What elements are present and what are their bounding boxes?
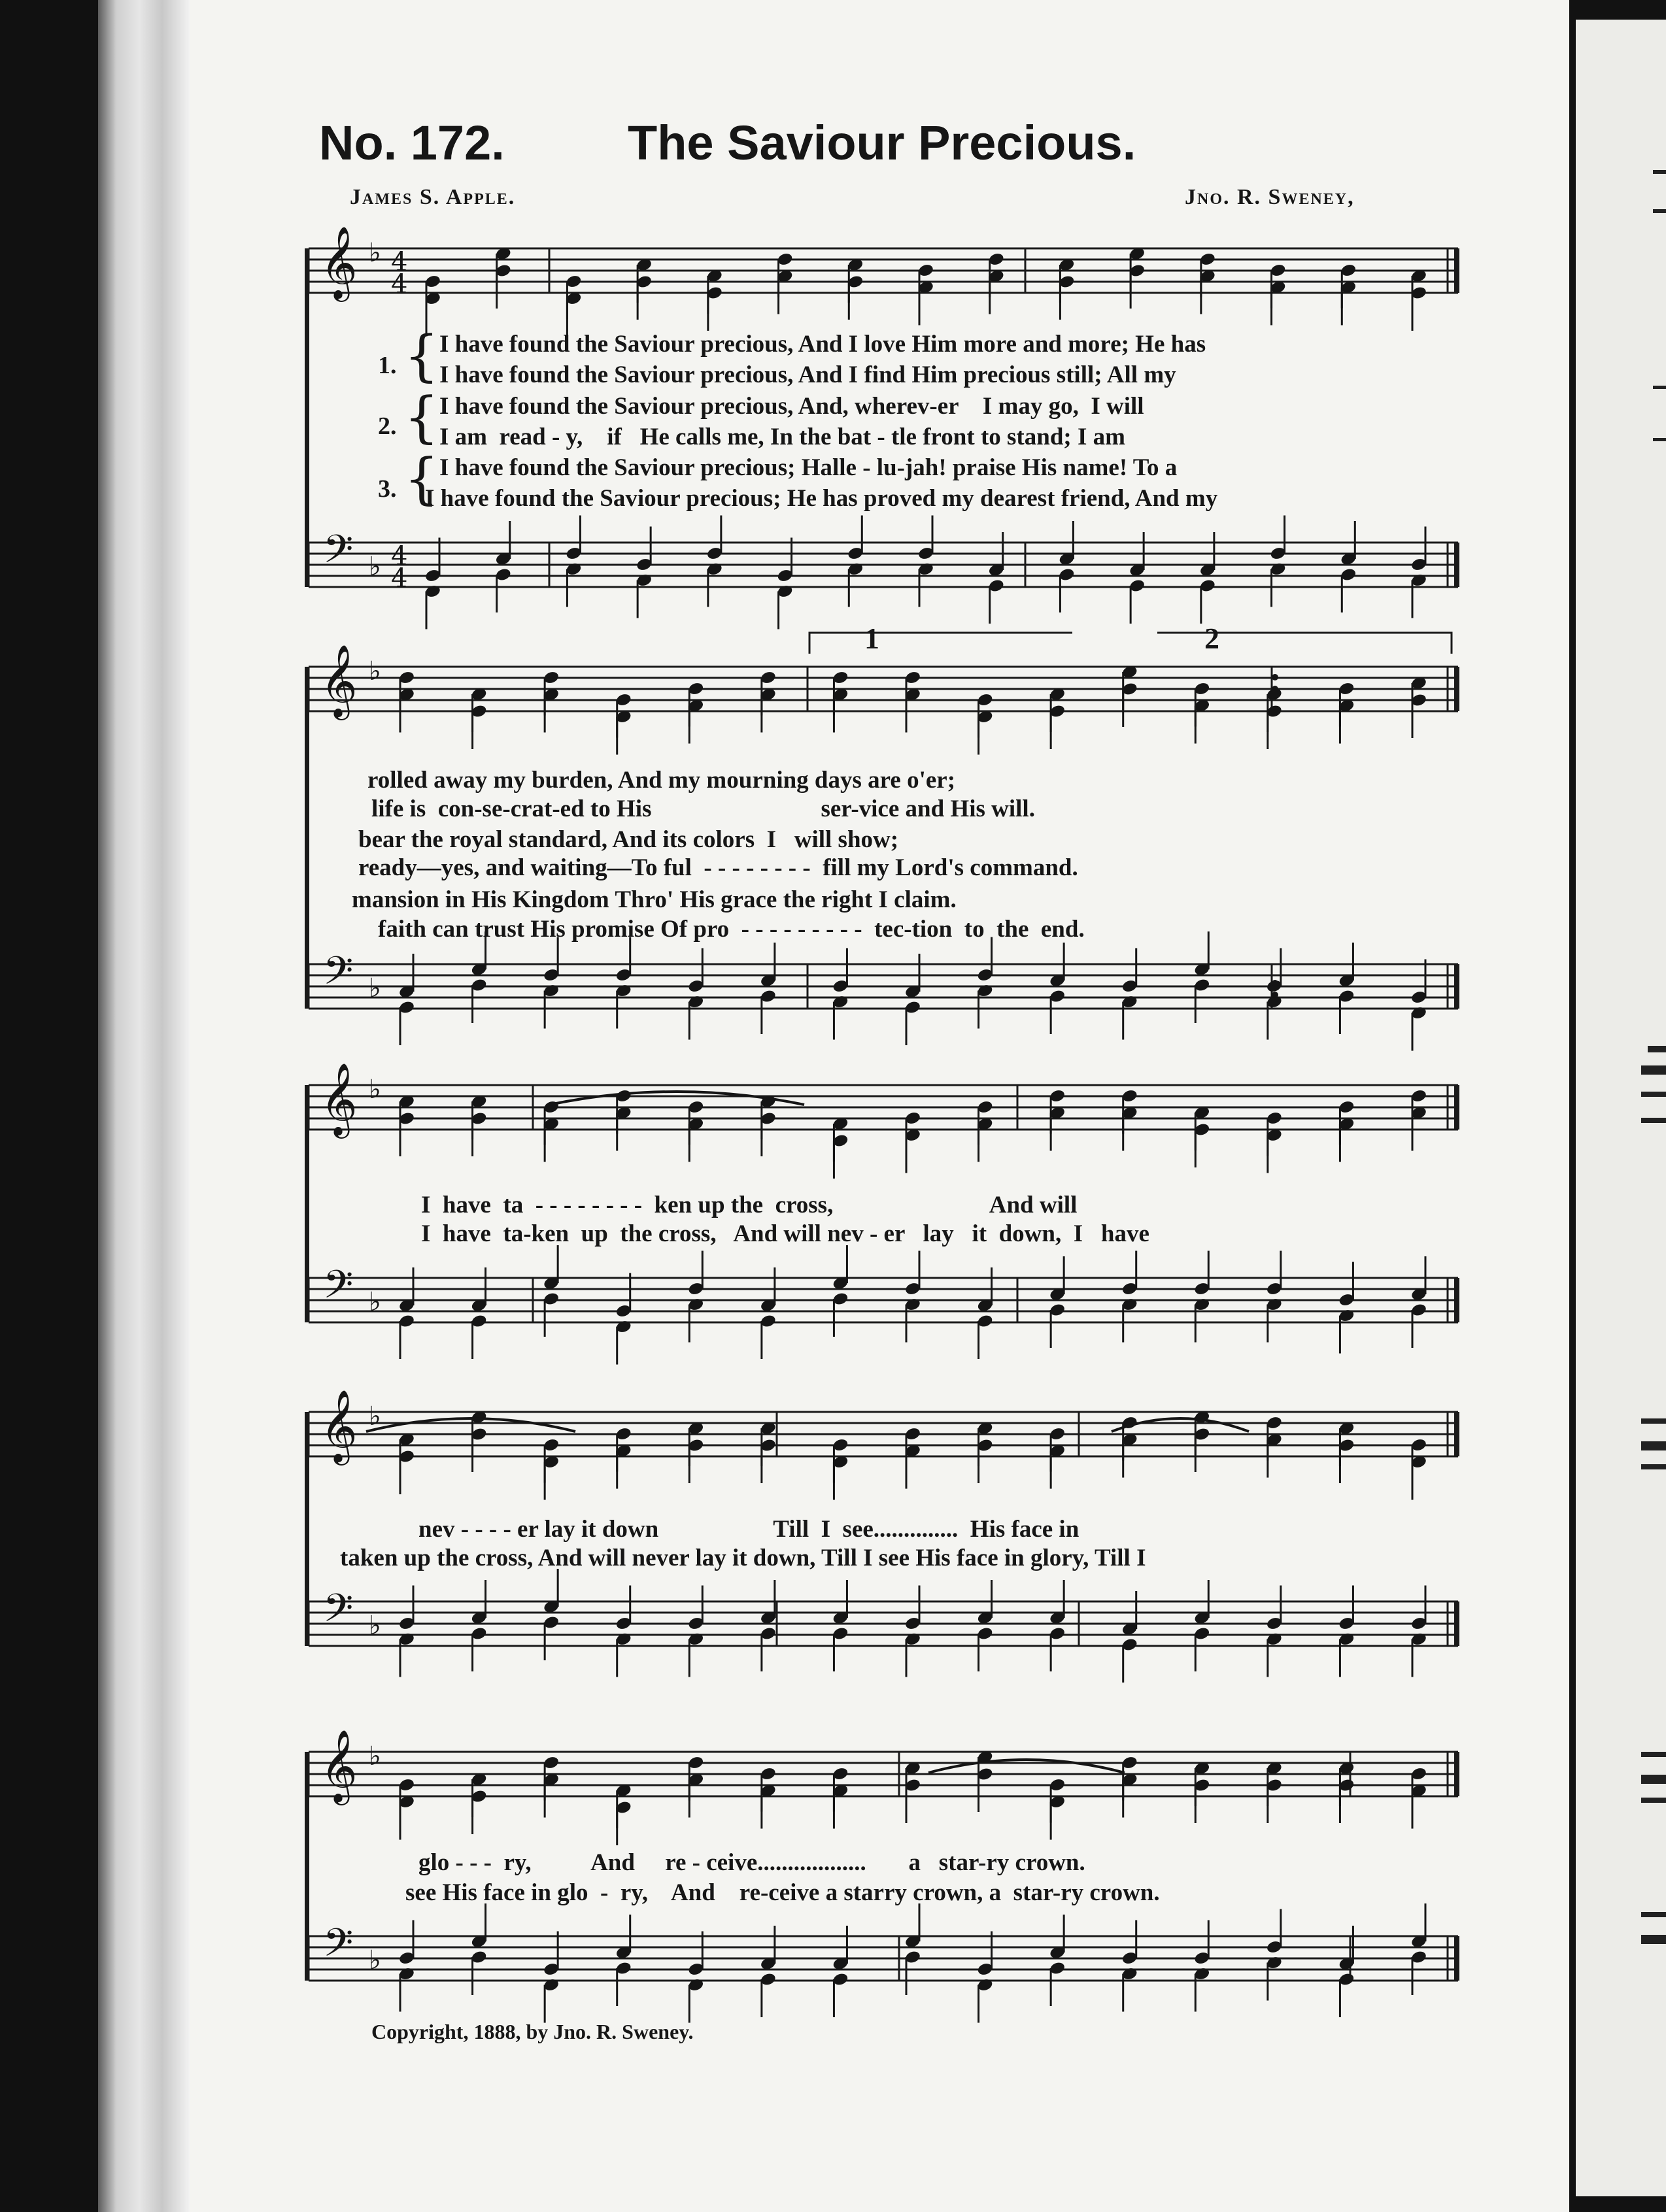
repeat-dot	[1272, 992, 1278, 998]
verse-3-line-b: I have found the Saviour precious; He has proved my dearest friend, And my	[425, 485, 1218, 512]
treble-clef-icon: 𝄞	[320, 1389, 358, 1462]
barline	[1025, 543, 1027, 587]
repeat-dot	[1272, 980, 1278, 986]
treble-clef-icon: 𝄞	[320, 1062, 358, 1135]
flat-icon: ♭	[369, 552, 381, 582]
barline	[308, 1085, 310, 1130]
barline	[807, 964, 809, 1009]
barline	[1447, 1752, 1449, 1796]
barline	[1454, 543, 1459, 587]
time-signature-bottom: 4	[391, 269, 408, 299]
barline	[308, 1278, 310, 1322]
barline	[1454, 964, 1459, 1009]
barline	[1454, 1752, 1459, 1796]
verse-brace: {	[404, 324, 439, 388]
barline	[1025, 248, 1027, 293]
verse-number: 1.	[378, 352, 397, 379]
barline	[1447, 1412, 1449, 1456]
verse-2-line-a: I have found the Saviour precious, And, wherev-er I may go, I will	[439, 393, 1144, 420]
flat-icon: ♭	[369, 238, 381, 268]
system-2-lyric-4: ready—yes, and waiting—To ful - - - - - - - - fill my Lord's command.	[358, 854, 1078, 881]
bass-clef-icon: 𝄢	[323, 1920, 354, 1975]
time-signature-bottom: 4	[391, 563, 408, 594]
second-ending-bracket	[1157, 633, 1452, 654]
barline	[1350, 1752, 1352, 1796]
verse-3-line-a: I have found the Saviour precious; Halle - lu-jah! praise His name! To a	[439, 454, 1178, 481]
barline	[1454, 1085, 1459, 1130]
system-2-lyric-6: faith can trust His promise Of pro - - - - - - - - - tec-tion to the end.	[378, 916, 1085, 943]
first-ending-label: 1	[864, 622, 879, 655]
flat-icon: ♭	[369, 656, 381, 686]
barline	[1447, 1278, 1449, 1322]
barline	[1017, 1085, 1019, 1130]
chorus-lyric-4a: nev - - - - er lay it down Till I see.............. His face in	[418, 1516, 1080, 1543]
repeat-dot	[1272, 674, 1278, 680]
verse-2-line-b: I am read - y, if He calls me, In the bat - tle front to stand; I am	[439, 424, 1125, 450]
slur	[928, 1760, 1125, 1773]
flat-icon: ♭	[369, 1945, 381, 1975]
barline	[1447, 248, 1449, 293]
barline	[1454, 1278, 1459, 1322]
barline	[1447, 667, 1449, 711]
verse-1-line-a: I have found the Saviour precious, And I love Him more and more; He has	[439, 331, 1206, 358]
copyright-notice: Copyright, 1888, by Jno. R. Sweney.	[371, 2020, 694, 2043]
barline	[898, 1936, 900, 1981]
barline	[308, 964, 310, 1009]
flat-icon: ♭	[369, 1401, 381, 1432]
bass-clef-icon: 𝄢	[323, 1262, 354, 1316]
verse-number: 3.	[378, 475, 397, 503]
bass-clef-icon: 𝄢	[323, 526, 354, 581]
flat-icon: ♭	[369, 1287, 381, 1317]
hymn-title: The Saviour Precious.	[628, 116, 1136, 170]
system-bracket	[305, 248, 309, 587]
barline	[308, 248, 310, 293]
verse-1-line-b: I have found the Saviour precious, And I find Him precious still; All my	[439, 361, 1176, 388]
barline	[776, 1601, 778, 1646]
verse-brace: {	[404, 446, 439, 511]
barline	[1454, 1601, 1459, 1646]
treble-clef-icon: 𝄞	[320, 226, 358, 299]
barline	[308, 543, 310, 587]
barline	[1447, 543, 1449, 587]
barline	[1447, 964, 1449, 1009]
system-2-lyric-3: bear the royal standard, And its colors I will show;	[358, 826, 899, 853]
barline	[1454, 667, 1459, 711]
time-signature-top: 4	[391, 247, 408, 277]
lyricist-credit: James S. Apple.	[350, 185, 516, 209]
composer-credit: Jno. R. Sweney,	[1185, 185, 1355, 209]
barline	[308, 667, 310, 711]
chorus-lyric-3b: I have ta-ken up the cross, And will nev - er lay it down, I have	[421, 1220, 1149, 1247]
barline	[308, 1752, 310, 1796]
barline	[1447, 1936, 1449, 1981]
chorus-lyric-5a: glo - - - ry, And re - ceive.................. a star-ry crown.	[418, 1849, 1085, 1876]
verse-brace: {	[404, 385, 439, 449]
barline	[308, 1412, 310, 1456]
treble-clef-icon: 𝄞	[320, 1729, 358, 1802]
barline	[1447, 1601, 1449, 1646]
system-bracket	[305, 667, 309, 1009]
flat-icon: ♭	[369, 1611, 381, 1641]
barline	[1078, 1601, 1080, 1646]
barline	[1017, 1278, 1019, 1322]
barline	[898, 1752, 900, 1796]
verse-number: 2.	[378, 412, 397, 440]
barline	[549, 248, 551, 293]
hymn-number: No. 172.	[319, 116, 505, 170]
first-ending-bracket	[809, 633, 1072, 654]
second-ending-label: 2	[1204, 622, 1219, 655]
barline	[532, 1085, 534, 1130]
chorus-lyric-3a: I have ta - - - - - - - - ken up the cross, And will	[421, 1192, 1078, 1218]
repeat-dot	[1272, 686, 1278, 692]
flat-icon: ♭	[369, 1741, 381, 1771]
treble-clef-icon: 𝄞	[320, 644, 358, 717]
barline	[549, 543, 551, 587]
barline	[1078, 1412, 1080, 1456]
barline	[807, 667, 809, 711]
system-2-lyric-5: mansion in His Kingdom Thro' His grace the right I claim.	[352, 886, 957, 913]
barline	[308, 1936, 310, 1981]
bass-clef-icon: 𝄢	[323, 948, 354, 1003]
barline	[1454, 1936, 1459, 1981]
barline	[532, 1278, 534, 1322]
bass-clef-icon: 𝄢	[323, 1585, 354, 1640]
flat-icon: ♭	[369, 1075, 381, 1105]
flat-icon: ♭	[369, 973, 381, 1003]
barline	[1454, 1412, 1459, 1456]
barline	[1454, 248, 1459, 293]
barline	[776, 1412, 778, 1456]
barline	[308, 1601, 310, 1646]
chorus-lyric-5b: see His face in glo - ry, And re-ceive a starry crown, a star-ry crown.	[405, 1879, 1160, 1906]
chorus-lyric-4b: taken up the cross, And will never lay it down, Till I see His face in glory, Till I	[340, 1545, 1146, 1571]
slur	[366, 1418, 575, 1432]
time-signature-top: 4	[391, 541, 408, 571]
system-2-lyric-1: rolled away my burden, And my mourning days are o'er;	[367, 767, 956, 794]
barline	[1447, 1085, 1449, 1130]
system-2-lyric-2: life is con-se-crat-ed to His ser-vice and His will.	[371, 796, 1035, 822]
